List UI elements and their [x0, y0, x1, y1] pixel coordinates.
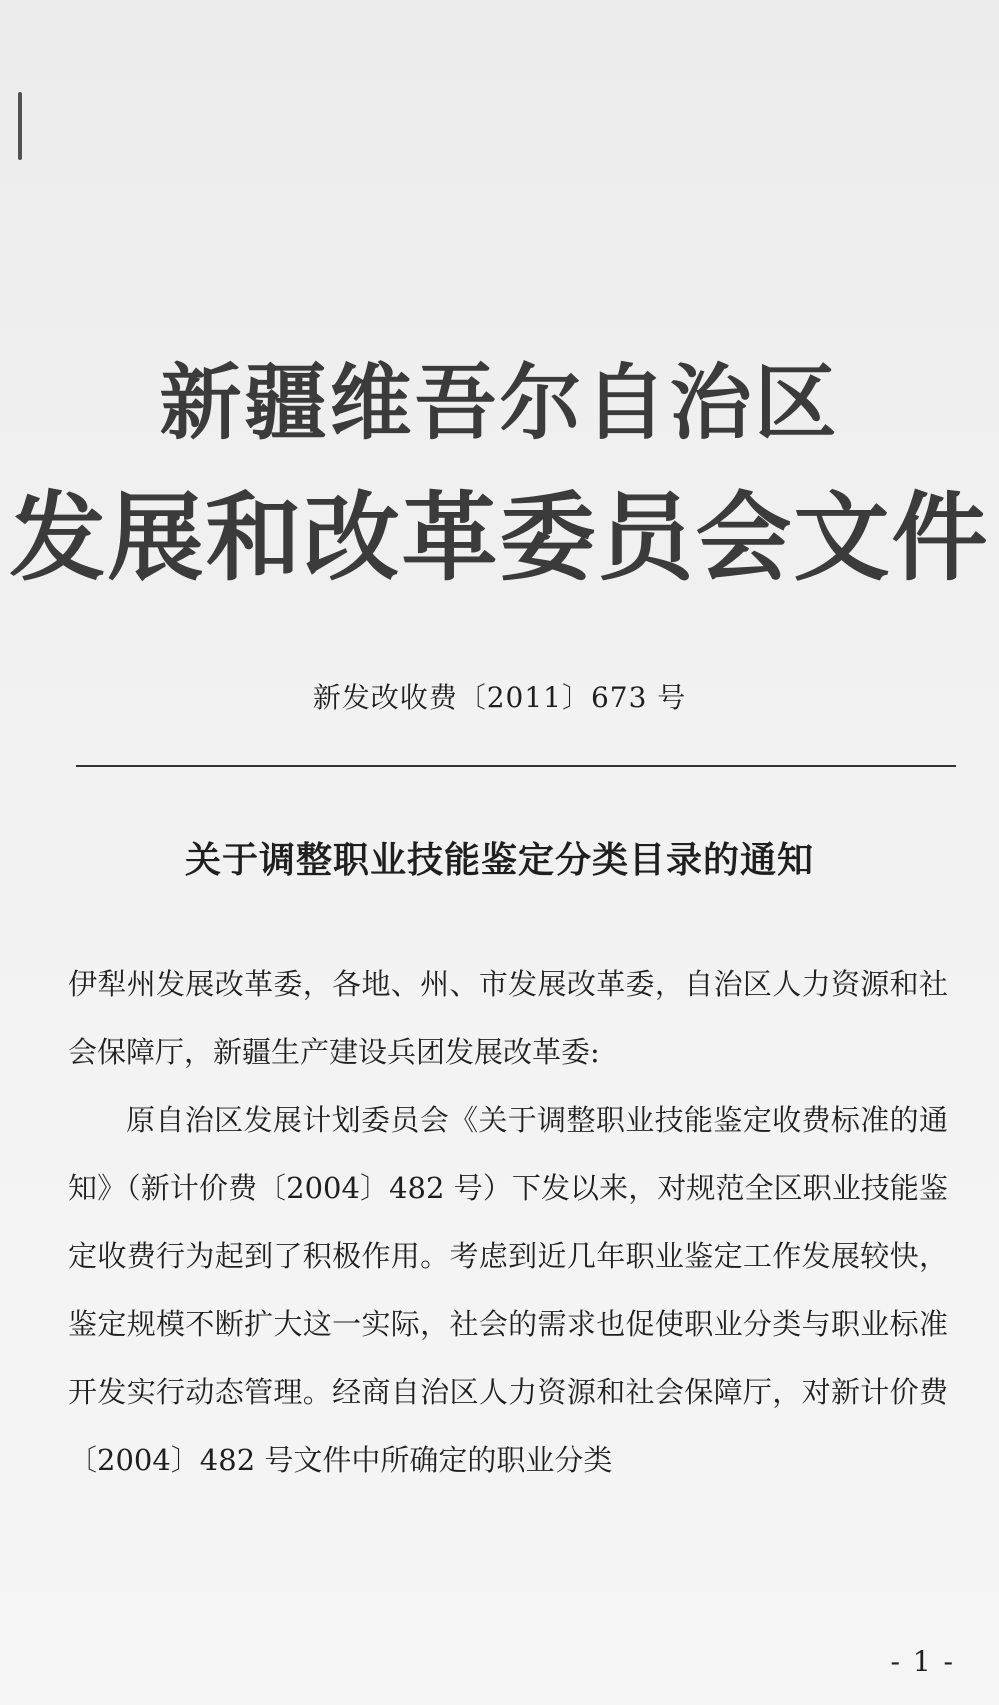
body-text	[68, 950, 948, 1494]
body-paragraph: 原自治区发展计划委员会《关于调整职业技能鉴定收费标准的通知》（新计价费〔2004〕482 号）下发以来，对规范全区职业技能鉴定收费行为起到了积极作用。考虑到近几年职业鉴定工作发展较快，鉴定规模不断扩大这一实际，社会的需求也促使职业分类与职业标准开发实行动态管理。经商自治区人力资源和社会保障厅，对新计价费〔2004〕482 号文件中所确定的职业分类	[68, 1103, 948, 1477]
staple-mark	[18, 92, 22, 160]
document-number: 新发改收费〔2011〕673 号	[312, 681, 687, 714]
header-divider	[76, 765, 956, 767]
issuing-org-line2: 发展和改革委员会文件	[9, 481, 990, 594]
page-number: - 1 -	[890, 1645, 955, 1678]
recipients-paragraph: 伊犁州发展改革委，各地、州、市发展改革委，自治区人力资源和社会保障厅，新疆生产建设兵团发展改革委:	[68, 967, 948, 1069]
issuing-org-line1: 新疆维吾尔自治区	[159, 355, 840, 451]
notice-title: 关于调整职业技能鉴定分类目录的通知	[184, 839, 814, 881]
